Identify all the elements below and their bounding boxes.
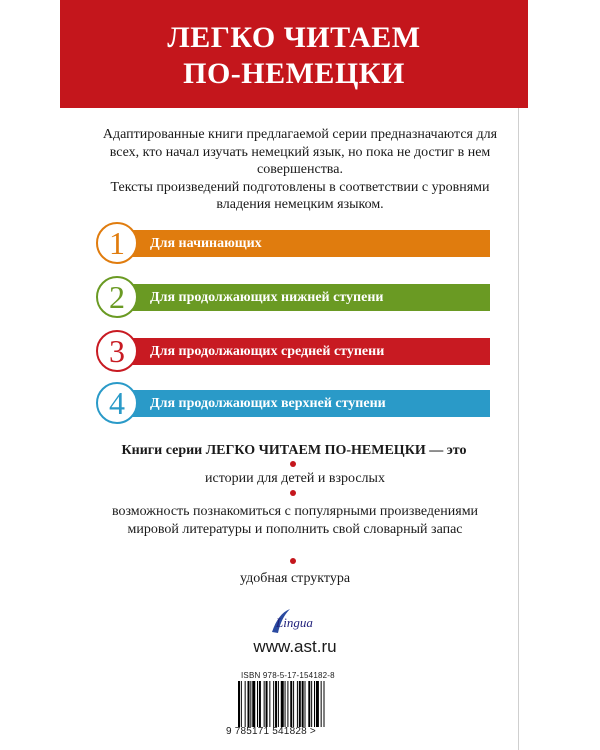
- level-3-label: Для продолжающих средней ступени: [150, 344, 385, 359]
- bullet-dot: [290, 558, 296, 564]
- level-3-number-badge: 3: [96, 330, 138, 372]
- series-lead: Книги серии ЛЕГКО ЧИТАЕМ ПО-НЕМЕЦКИ — это: [121, 443, 467, 458]
- level-3: [96, 330, 490, 372]
- intro-text: [95, 126, 505, 214]
- intro-paragraph-1: Адаптированные книги предлагаемой серии предназначаются для всех, кто начал изучать немецкий язык, но пока не достиг в нем совершенства.: [102, 127, 498, 177]
- spine-divider: [518, 108, 519, 750]
- lingua-logo-text: Lingua: [276, 615, 313, 630]
- level-2: [96, 276, 490, 318]
- level-1: [96, 222, 490, 264]
- level-1-number-badge: 1: [96, 222, 138, 264]
- isbn-label: ISBN 978-5-17-154182-8: [241, 671, 335, 680]
- series-title-line-2: ПО-НЕМЕЦКИ: [183, 57, 405, 90]
- level-1-label: Для начинающих: [150, 236, 262, 251]
- feature-item: истории для детей и взрослых: [205, 471, 385, 486]
- barcode-digits: 9 785171 541828 >: [226, 726, 316, 737]
- feature-item: возможность познакомиться с популярными произведениями мировой литературы и пополнить свой словарный запас: [111, 504, 479, 537]
- level-2-number-badge: 2: [96, 276, 138, 318]
- level-2-label: Для продолжающих нижней ступени: [150, 290, 384, 305]
- level-4-label: Для продолжающих верхней ступени: [150, 396, 386, 411]
- lingua-logo: [266, 606, 326, 636]
- level-4-number-badge: 4: [96, 382, 138, 424]
- level-4: [96, 382, 490, 424]
- series-banner: [60, 0, 528, 108]
- bullet-dot: [290, 461, 296, 467]
- barcode: [238, 681, 346, 727]
- intro-paragraph-2: Тексты произведений подготовлены в соответствии с уровнями владения немецким языком.: [110, 179, 490, 212]
- publisher-url: www.ast.ru: [253, 637, 337, 656]
- bullet-dot: [290, 490, 296, 496]
- feature-item: удобная структура: [239, 571, 351, 586]
- series-title-line-1: ЛЕГКО ЧИТАЕМ: [167, 21, 421, 54]
